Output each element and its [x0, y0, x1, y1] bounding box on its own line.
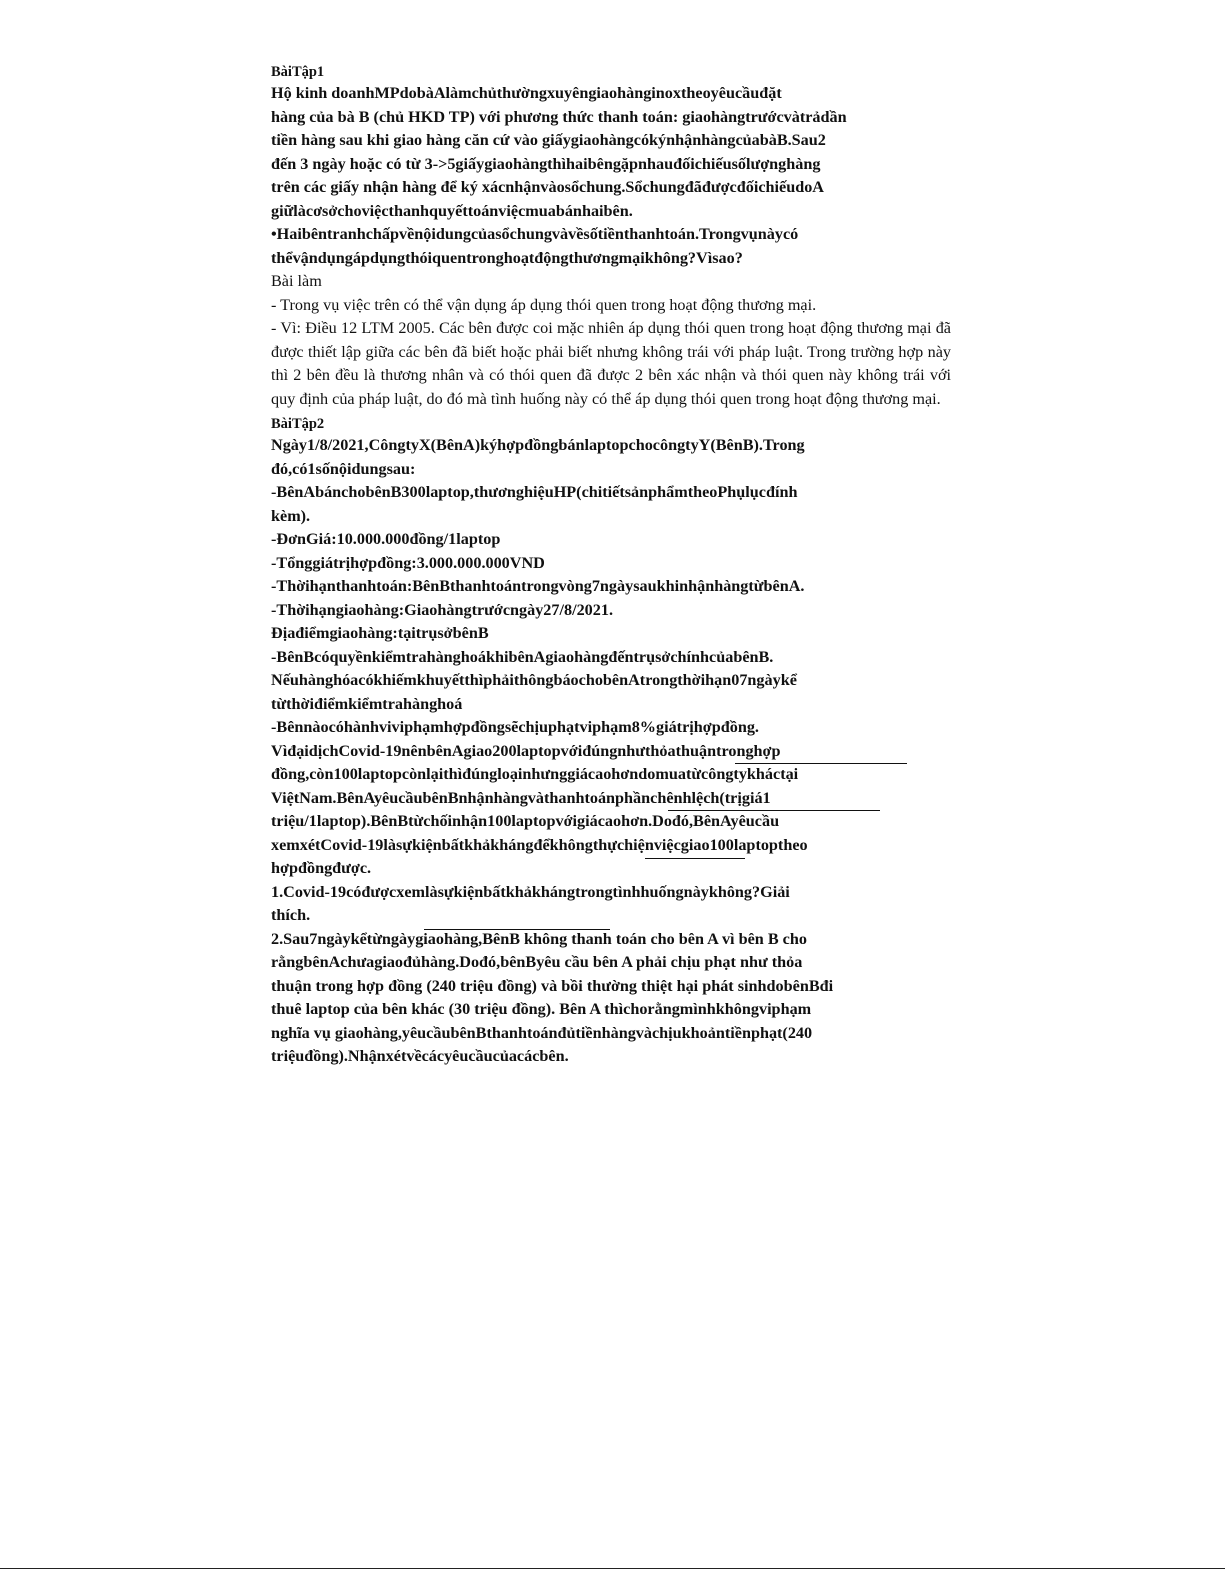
- exercise-1-title: BàiTập1: [271, 64, 325, 80]
- exercise-1-question-line: Hộ kinh doanhMPdobàAlàmchủthườngxuyêngiaohànginoxtheoyêucầuđặt: [271, 84, 782, 102]
- exercise-2-line: kèm).: [271, 506, 311, 525]
- answer-paragraph-2: - Vì: Điều 12 LTM 2005. Các bên được coi mặc nhiên áp dụng thói quen trong hoạt động thương mại đã được thiết lập giữa các bên đã biết hoặc phải biết nhưng không trái với pháp luật. Trong trường hợp này thì 2 bên đều là thương nhân và có thói quen đã được 2 bên xác nhận và thói quen này không trái với quy định của pháp luật, do đó mà tình huống này có thể áp dụng thói quen trong hoạt động thương mại.: [271, 319, 951, 408]
- exercise-2-line: -ĐơnGiá:10.000.000đồng/1laptop: [271, 530, 501, 548]
- exercise-2-line: -BênAbánchobênB300laptop,thươnghiệuHP(chitiếtsảnphẩmtheoPhụlụcđính: [271, 483, 798, 501]
- exercise-1-question-line: giữlàcơsởchoviệcthanhquyếttoánviệcmuabánhaibên.: [271, 201, 633, 220]
- exercise-2-line: rằngbênAchưagiaođủhàng.Dođó,bênByêu cầu bên A phải chịu phạt như thỏa: [271, 953, 803, 971]
- exercise-1-question-line: trên các giấy nhận hàng để ký xácnhậnvàosổchung.SổchungđãđượcđốichiếudoA: [271, 178, 824, 196]
- exercise-2-line: -Bênnàocóhànhviviphạmhợpđồngsẽchịuphạtviphạm8%giátrịhợpđồng.: [271, 718, 759, 736]
- answer-label: Bài làm: [271, 272, 322, 290]
- exercise-2-line: hợpđồngđược.: [271, 859, 372, 877]
- exercise-2-line: -Thờihạnthanhtoán:BênBthanhtoántrongvòng7ngàysaukhinhậnhàngtừbênA.: [271, 577, 805, 595]
- exercise-2-line: 1.Covid-19cóđượcxemlàsựkiệnbấtkhảkhángtrongtìnhhuốngnàykhông?Giải: [271, 882, 790, 901]
- exercise-2-line: xemxétCovid-19làsựkiệnbấtkhảkhángđểkhôngthựchiệnviệcgiao100laptoptheo: [271, 835, 808, 854]
- exercise-1-question-line: •Haibêntranhchấpvềnộidungcủasổchungvàvềsốtiềnthanhtoán.Trongvụnàycó: [271, 225, 799, 243]
- exercise-2-line: triệu/1laptop).BênBtừchốinhận100laptopvớigiácaohơn.Dođó,BênAyêucầu: [271, 812, 780, 830]
- exercise-2-line: đồng,còn100laptopcònlạithìđúngloạinhưnggiácaohơndomuatừcôngtykháctại: [271, 765, 799, 783]
- exercise-2-line: ViệtNam.BênAyêucầubênBnhậnhàngvàthanhtoánphầnchênhlệch(trịgiá1: [271, 788, 771, 807]
- exercise-2-line: triệuđồng).Nhậnxétvềcácyêucầucủacácbên.: [271, 1047, 569, 1065]
- exercise-2-line: thích.: [271, 906, 311, 924]
- exercise-2-line: từthờiđiểmkiểmtrahànghoá: [271, 694, 463, 713]
- underline-mark: [645, 858, 745, 859]
- underline-mark: [735, 763, 907, 764]
- exercise-2-line: Địađiểmgiaohàng:tạitrụsởbênB: [271, 624, 489, 642]
- exercise-2-line: đó,có1sốnộidungsau:: [271, 459, 416, 478]
- underline-mark: [424, 929, 610, 930]
- underline-mark: [668, 810, 880, 811]
- exercise-1-question-line: hàng của bà B (chủ HKD TP) với phương thức thanh toán: giaohàngtrướcvàtrảdần: [271, 107, 847, 126]
- exercise-2-line: -Tổnggiátrịhợpđồng:3.000.000.000VND: [271, 553, 545, 572]
- page-bottom-edge: [0, 1568, 1225, 1586]
- exercise-2-line: Ngày1/8/2021,CôngtyX(BênA)kýhợpđồngbánlaptopchocôngtyY(BênB).Trong: [271, 436, 805, 454]
- exercise-2-line: -BênBcóquyềnkiểmtrahànghoákhibênAgiaohàngđếntrụsởchínhcủabênB.: [271, 647, 774, 666]
- exercise-2-title: BàiTập2: [271, 416, 325, 432]
- exercise-2-line: VìđạidịchCovid-19nênbênAgiao200laptopvớiđúngnhưthỏathuậntronghợp: [271, 741, 781, 760]
- document-page: [271, 62, 951, 1069]
- exercise-2-line: nghĩa vụ giaohàng,yêucầubênBthanhtoánđủtiềnhàngvàchịukhoảntiềnphạt(240: [271, 1023, 813, 1042]
- answer-paragraph-1: - Trong vụ việc trên có thể vận dụng áp dụng thói quen trong hoạt động thương mại.: [271, 295, 817, 314]
- exercise-1-question-line: thểvậndụngápdụngthóiquentronghoạtđộngthươngmạikhông?Vìsao?: [271, 248, 743, 267]
- exercise-2-line: -Thờihạngiaohàng:Giaohàngtrướcngày27/8/2021.: [271, 600, 614, 619]
- exercise-2-line: thuê laptop của bên khác (30 triệu đồng). Bên A thìchorằngmìnhkhôngviphạm: [271, 1000, 812, 1018]
- exercise-2-line: NếuhànghóacókhiếmkhuyếtthìphảithôngbáochobênAtrongthờihạn07ngàykể: [271, 671, 797, 689]
- exercise-2-line: thuận trong hợp đồng (240 triệu đồng) và bồi thường thiệt hại phát sinhdobênBđi: [271, 976, 834, 995]
- exercise-1-question-line: tiền hàng sau khi giao hàng căn cứ vào giấygiaohàngcókýnhậnhàngcủabàB.Sau2: [271, 131, 826, 149]
- exercise-2-line: 2.Sau7ngàykểtừngàygiaohàng,BênB không thanh toán cho bên A vì bên B cho: [271, 929, 807, 948]
- exercise-1-question-line: đến 3 ngày hoặc có từ 3->5giấygiaohàngthìhaibêngặpnhauđốichiếusốlượnghàng: [271, 154, 821, 173]
